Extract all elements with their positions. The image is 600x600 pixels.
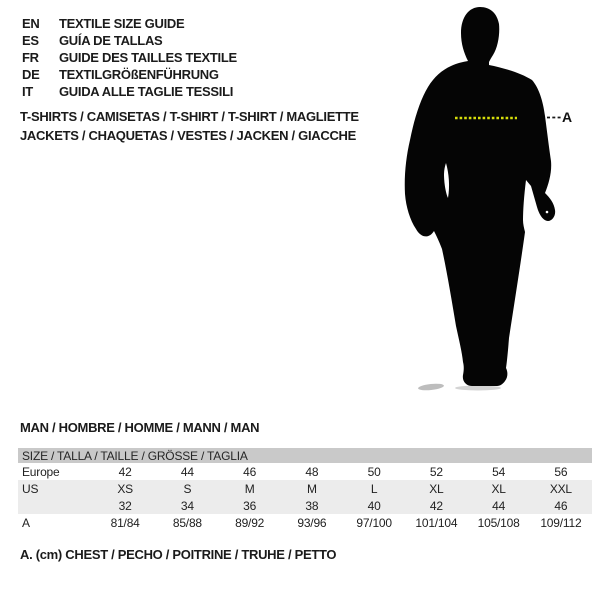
garment-categories xyxy=(20,107,359,145)
size-cell: XS xyxy=(117,481,133,496)
size-cell: 109/112 xyxy=(540,515,582,530)
language-row-de xyxy=(22,66,237,83)
man-silhouette-graphic xyxy=(398,0,600,400)
language-code: EN xyxy=(22,16,40,31)
size-cell: 44 xyxy=(180,464,194,479)
table-row-numeric xyxy=(18,497,592,514)
size-cell: 85/88 xyxy=(172,515,202,530)
size-cell: 42 xyxy=(118,464,132,479)
man-silhouette-figure xyxy=(398,0,600,400)
language-row-it xyxy=(22,83,237,100)
size-cell: XL xyxy=(429,481,444,496)
size-cell: XXL xyxy=(549,481,572,496)
table-row-us xyxy=(18,480,592,497)
size-cell: 56 xyxy=(554,464,568,479)
size-cell: 81/84 xyxy=(110,515,140,530)
table-row-europe xyxy=(18,463,592,480)
size-cell: M xyxy=(244,481,255,496)
finger-gap xyxy=(546,211,549,214)
measurement-footnote: A. (cm) CHEST / PECHO / POITRINE / TRUHE / PETTO xyxy=(20,547,337,562)
man-silhouette xyxy=(405,7,555,386)
size-table xyxy=(18,448,592,531)
size-cell: 32 xyxy=(118,498,132,513)
language-code: IT xyxy=(22,84,33,99)
row-label: Europe xyxy=(22,464,60,479)
language-row-es xyxy=(22,32,237,49)
size-cell: 44 xyxy=(492,498,506,513)
size-cell: S xyxy=(183,481,192,496)
language-code: DE xyxy=(22,67,40,82)
front-foot-shadow xyxy=(455,386,501,391)
language-code: ES xyxy=(22,33,39,48)
size-cell: 93/96 xyxy=(297,515,327,530)
language-guide-title: GUIDA ALLE TAGLIE TESSILI xyxy=(59,84,234,99)
language-guide-title: TEXTILE SIZE GUIDE xyxy=(59,16,185,31)
row-label: US xyxy=(22,481,39,496)
size-table-header: SIZE / TALLA / TAILLE / GRÖSSE / TAGLIA xyxy=(18,448,592,463)
size-cell: 46 xyxy=(554,498,568,513)
language-code: FR xyxy=(22,50,39,65)
size-cell: 36 xyxy=(243,498,257,513)
table-row-chest-a xyxy=(18,514,592,531)
language-guide-title: GUÍA DE TALLAS xyxy=(59,33,163,48)
size-cell: 54 xyxy=(492,464,506,479)
size-cell: 38 xyxy=(305,498,319,513)
size-cell: 105/108 xyxy=(477,515,520,530)
size-cell: 40 xyxy=(367,498,381,513)
size-cell: 97/100 xyxy=(356,515,392,530)
row-label: A xyxy=(22,515,30,530)
size-cell: L xyxy=(370,481,378,496)
size-cell: 42 xyxy=(429,498,443,513)
size-cell: 101/104 xyxy=(415,515,458,530)
section-title-man: MAN / HOMBRE / HOMME / MANN / MAN xyxy=(20,420,260,435)
size-cell: 50 xyxy=(367,464,381,479)
language-guide-title: GUIDE DES TAILLES TEXTILE xyxy=(59,50,237,65)
size-cell: 89/92 xyxy=(235,515,265,530)
size-cell: XL xyxy=(491,481,506,496)
language-row-fr xyxy=(22,49,237,66)
measurement-label-a: A xyxy=(562,109,573,125)
category-jackets: JACKETS / CHAQUETAS / VESTES / JACKEN / GIACCHE xyxy=(20,128,356,143)
size-cell: M xyxy=(306,481,317,496)
back-foot-shadow xyxy=(418,383,444,392)
size-cell: 46 xyxy=(243,464,257,479)
language-guide-list xyxy=(22,15,237,100)
language-row-en xyxy=(22,15,237,32)
size-cell: 48 xyxy=(305,464,319,479)
size-cell: 34 xyxy=(180,498,194,513)
language-guide-title: TEXTILGRÖßENFÜHRUNG xyxy=(59,67,219,82)
category-tshirts: T-SHIRTS / CAMISETAS / T-SHIRT / T-SHIRT / MAGLIETTE xyxy=(20,109,359,124)
size-cell: 52 xyxy=(429,464,443,479)
